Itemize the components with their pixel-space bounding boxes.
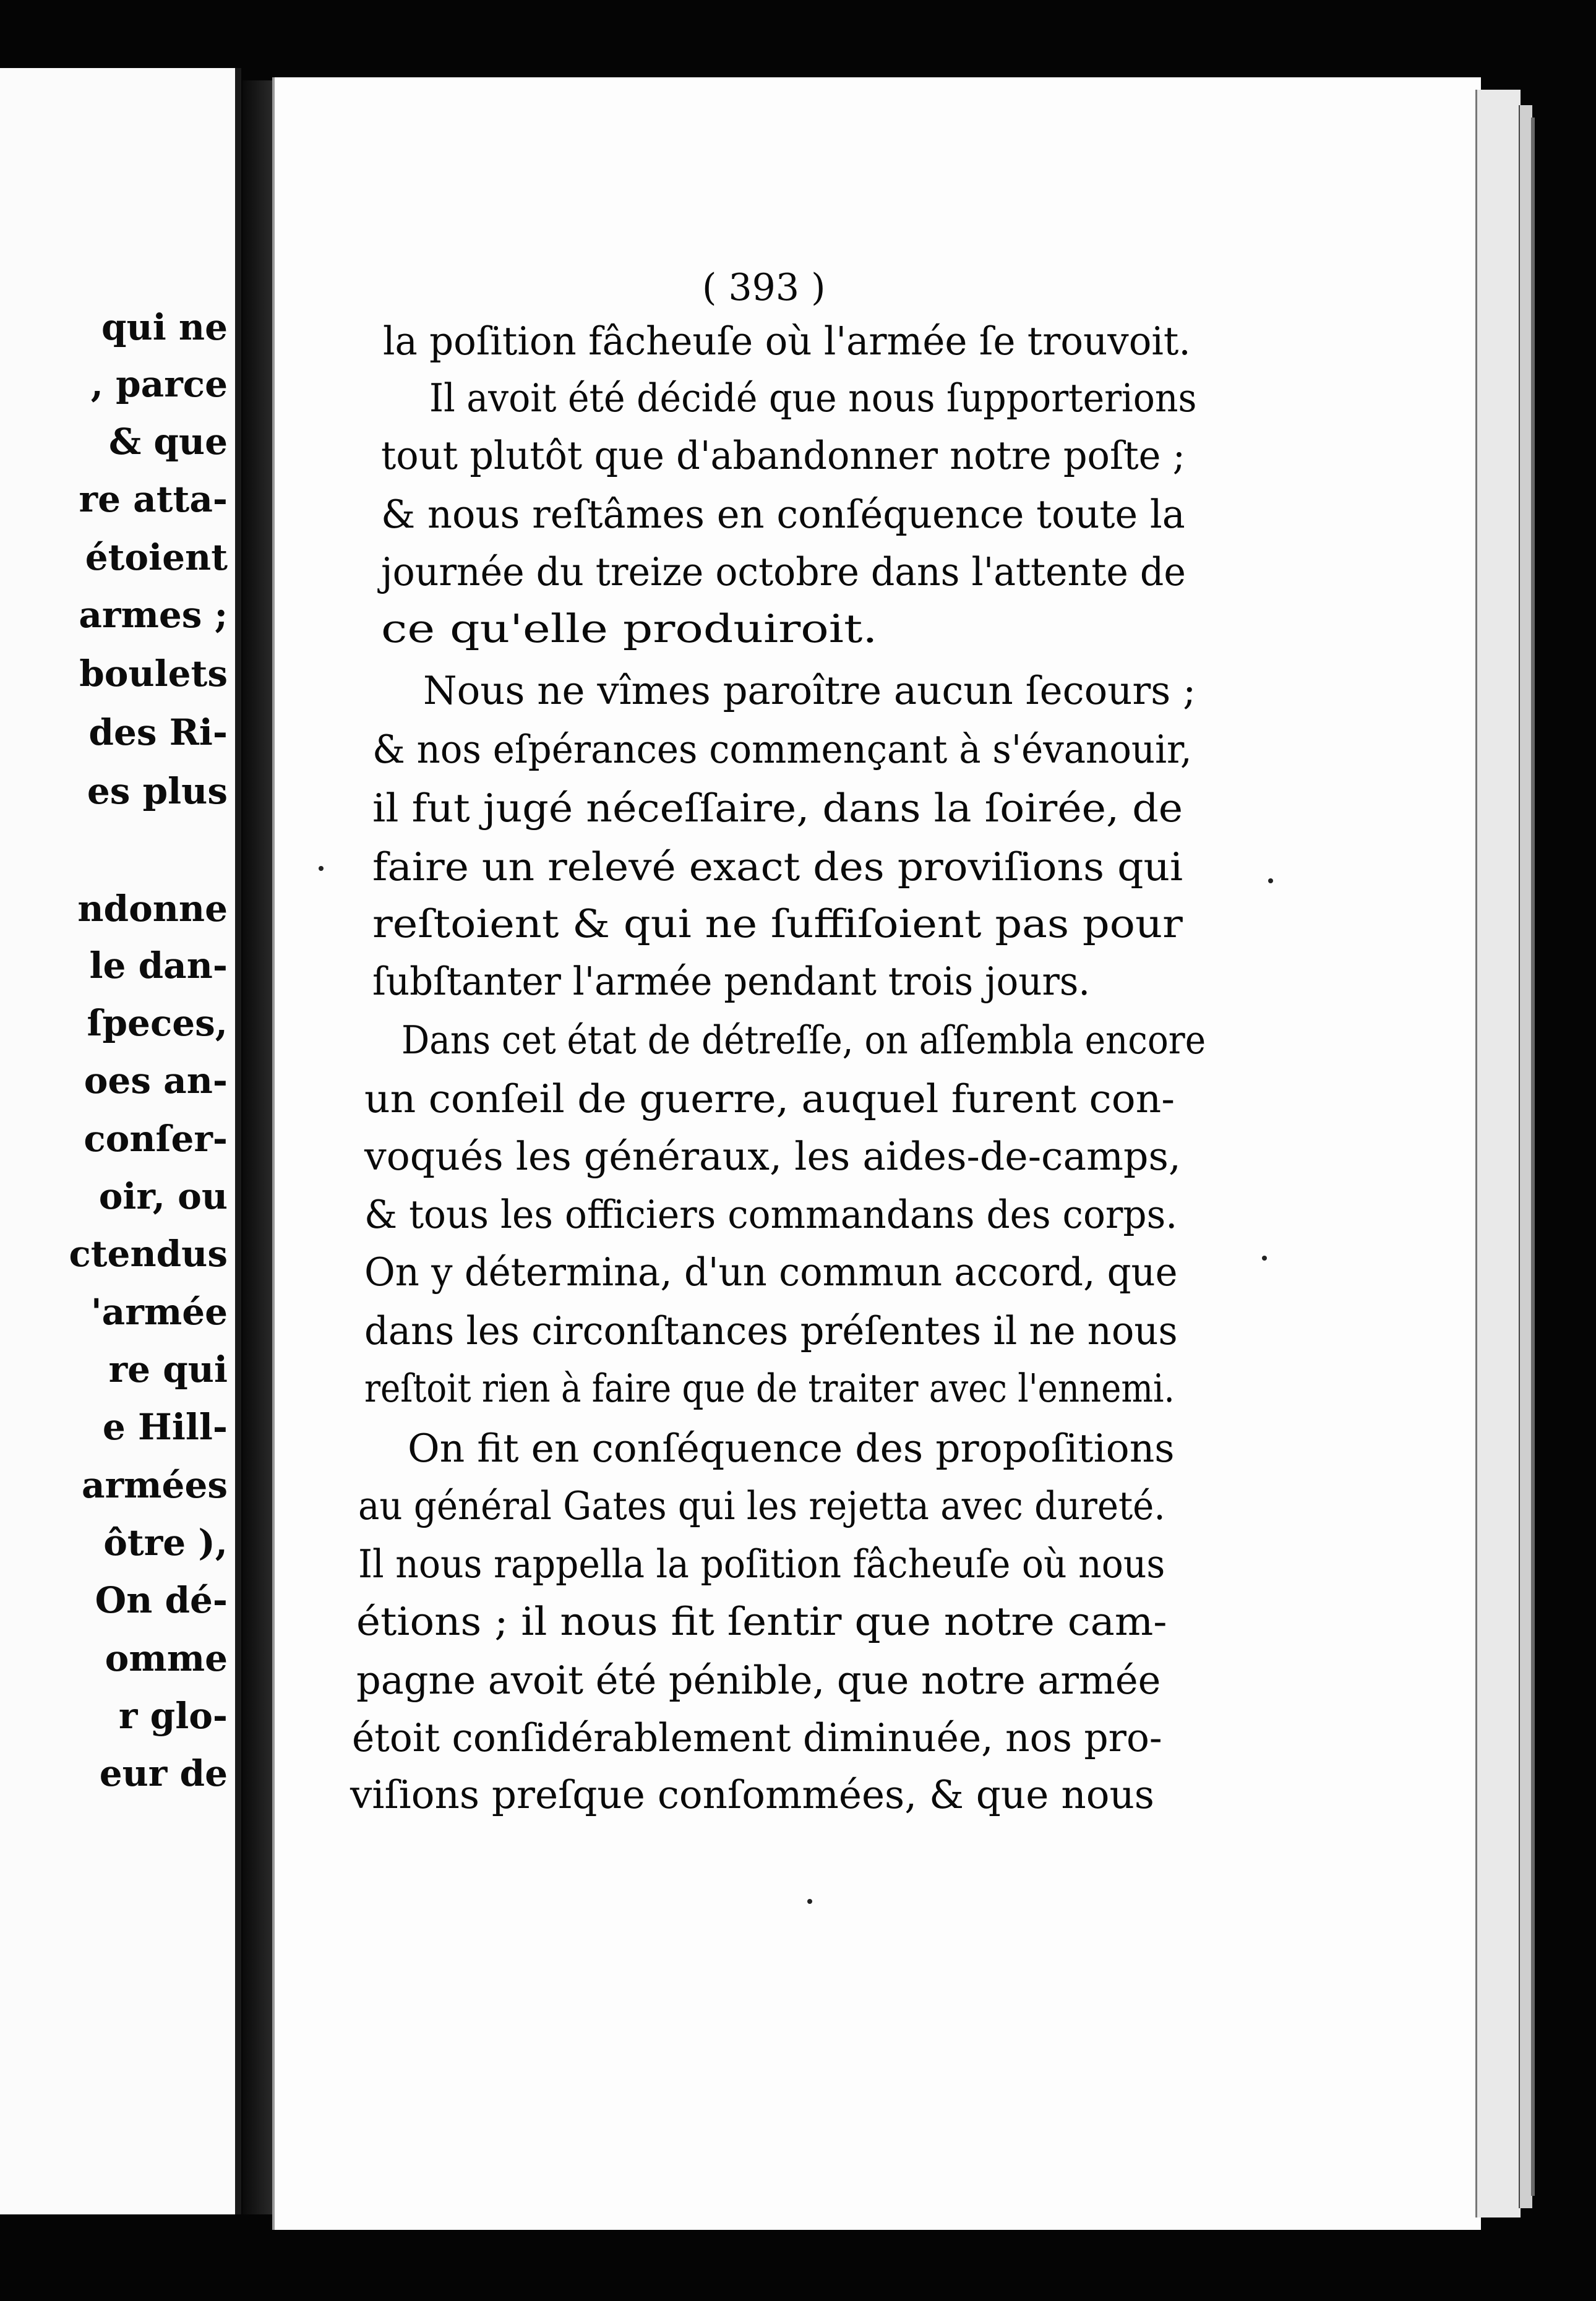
left-text-line: es plus [87,770,228,812]
left-text-line: armées [82,1464,228,1506]
left-text-line: armes ; [79,594,228,636]
page-edges [1475,90,1521,2217]
body-text-line: Il nous rappella la poſition fâcheuſe où nous [358,1541,1165,1587]
speck [807,1899,812,1904]
body-text-line: ce qu'elle produiroit. [381,606,878,651]
body-text-line: tout plutôt que d'abandonner notre poſte ; [381,433,1186,478]
left-text-line: omme [105,1637,228,1679]
body-text-line: On y détermina, d'un commun accord, que [364,1249,1178,1295]
page-edges-shadow [1531,118,1535,2196]
left-text-line: On dé- [95,1579,228,1621]
left-text-line: e Hill- [102,1406,228,1448]
left-text-line: oir, ou [98,1175,228,1217]
body-text-line: Nous ne vîmes paroître aucun ſecours ; [423,668,1196,713]
body-text-line: dans les circonſtances préſentes il ne nous [364,1308,1178,1353]
left-text-line: qui ne [101,306,228,348]
body-text-line: étoit conſidérablement diminuée, nos pro- [352,1715,1162,1760]
left-text-line: eur de [99,1752,228,1794]
body-text-line: & nous reſtâmes en conſéquence toute la [381,492,1185,537]
left-text-line: ſpeces, [87,1002,228,1044]
left-text-line: oes an- [84,1060,228,1102]
body-text-line: & tous les officiers commandans des corps. [364,1192,1178,1237]
page-edges-inner [1519,105,1532,2208]
left-text-line: r glo- [118,1695,228,1737]
body-text-line: voqués les généraux, les aides-de-camps, [364,1134,1182,1179]
left-text-line: boulets [79,653,228,695]
body-text-line: viſions preſque conſommées, & que nous [350,1772,1154,1817]
body-text-line: étions ; il nous fit ſentir que notre cam- [356,1599,1167,1644]
speck [1262,1256,1267,1261]
body-text-line: ſubſtanter l'armée pendant trois jours. [372,959,1091,1004]
body-text-line: journée du treize octobre dans l'attente de [381,549,1186,594]
left-text-line: re atta- [79,478,228,520]
body-text-line: faire un relevé exact des proviſions qui [372,844,1183,889]
left-text-line: 'armée [90,1291,228,1333]
speck [319,866,324,871]
left-text-line: ctendus [69,1233,228,1275]
right-page [272,77,1481,2230]
body-text-line: reſtoient & qui ne ſuffiſoient pas pour [372,901,1183,946]
book-gutter [242,80,273,2214]
body-text-line: Il avoit été décidé que nous ſupporterions [429,375,1197,421]
left-text-line: , parce [90,363,228,405]
left-text-line: des Ri- [88,711,228,753]
body-text-line: reſtoit rien à faire que de traiter avec l'ennemi. [364,1366,1175,1411]
body-text-line: Dans cet état de détreſſe, on aſſembla encore [401,1018,1206,1063]
left-text-line: ndonne [77,888,228,930]
body-text-line: il fut jugé néceſſaire, dans la ſoirée, de [372,786,1183,831]
body-text-line: & nos eſpérances commençant à s'évanouir, [372,727,1192,772]
speck [1268,878,1273,883]
body-text-line: au général Gates qui les rejetta avec dureté. [358,1483,1165,1528]
body-text-line: pagne avoit été pénible, que notre armée [356,1658,1161,1703]
left-text-line: conſer- [84,1118,228,1160]
body-text-line: la poſition fâcheuſe où l'armée ſe trouvoit. [383,319,1191,364]
left-text-line: le dan- [89,945,228,987]
left-text-line: & que [108,421,228,463]
left-page [0,68,241,2214]
left-text-line: ôtre ), [103,1522,228,1564]
left-text-line: re qui [108,1348,228,1390]
page-number: ( 393 ) [702,266,826,309]
body-text-line: On fit en conſéquence des propoſitions [408,1426,1175,1471]
body-text-line: un conſeil de guerre, auquel furent con- [364,1076,1175,1121]
left-text-line: étoient [85,536,228,578]
